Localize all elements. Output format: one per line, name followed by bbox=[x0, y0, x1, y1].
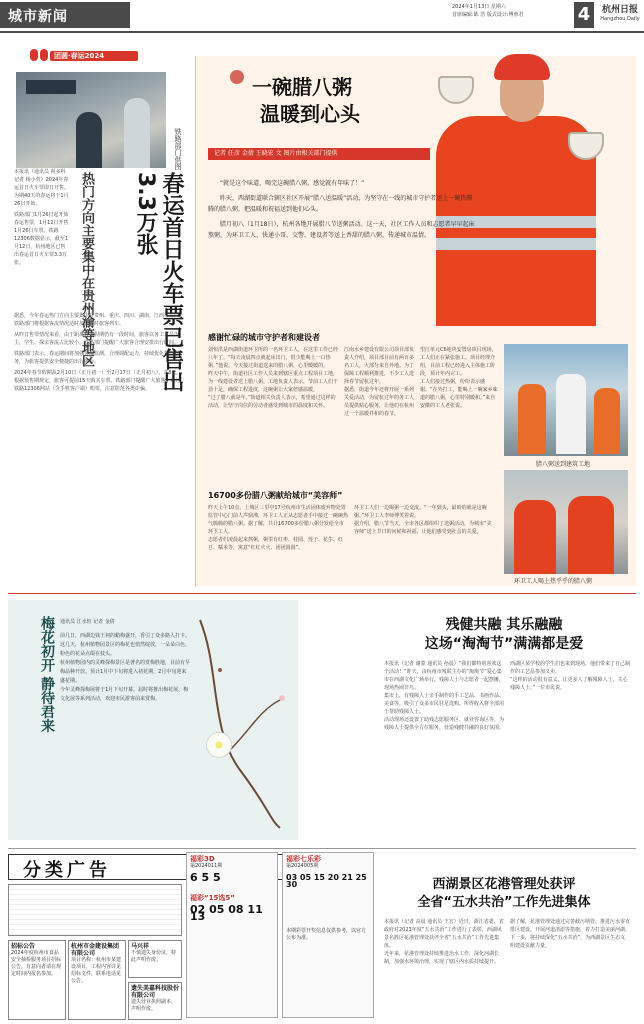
article-paragraph: 本报讯（记者 谢蒙 通讯员 孙晨）“我们都特别喜欢这个活动！”昨天，由杭州市残联主办的“淘淘节”爱心集市在西湖文化广场举行，残障人士与志愿者一起摆摊，现场热闹非凡。 bbox=[384, 661, 504, 691]
article-paragraph: 昨天中午，街道社区工作人员来到辖区重点工程项目工地，为一线建设者送上腊八粥。工地负责人表示，节前工人们干劲十足，确保工程进度，这碗粥让大家倍感温暖。 bbox=[208, 371, 338, 393]
article-paragraph: 前几日，西湖边钱王祠的蜡梅盛开，香引了众多路人打卡。这几天，杭州植物园景区的梅花也悄然绽放，一朵朵白色、粉色的花朵点缀在枝头。 bbox=[60, 633, 190, 657]
sanitation-photo-caption: 环卫工人喝上热乎乎的腊八粥 bbox=[514, 578, 593, 585]
article-paragraph: 杭州植物园内的灵峰探梅景区是著名的赏梅胜地，目前有早梅品种开放。预计1月中下旬将进入初花期，2月中旬迎来盛花期。 bbox=[60, 660, 190, 684]
train-body bbox=[14, 312, 184, 578]
section-divider bbox=[8, 593, 636, 594]
lantern-icon bbox=[30, 49, 38, 61]
lottery-issue: 第2024011期 bbox=[190, 863, 223, 869]
porridge-byline: 记者 任彦 金倩 王晓宏 文 图片由相关部门提供 bbox=[208, 148, 430, 160]
headline-ornament bbox=[230, 70, 244, 84]
plum-blossom-icon bbox=[206, 732, 232, 758]
train-body-top bbox=[14, 168, 70, 308]
distribution-body-col2 bbox=[354, 504, 494, 580]
ad-body: 不慎遗失身份证，特此声明作废。 bbox=[131, 950, 177, 963]
ad-title: 招标公告 bbox=[11, 943, 36, 950]
distribution-body bbox=[208, 504, 348, 580]
plum-branch-illustration bbox=[190, 610, 290, 830]
classified-ads-row bbox=[8, 940, 182, 1020]
article-paragraph: 西湖区某学校的学生们也来到现场，他们带来了自己制作的工艺品参加义卖。 bbox=[510, 661, 630, 675]
masthead bbox=[0, 0, 644, 34]
section-divider bbox=[8, 848, 636, 849]
classified-ads-grid bbox=[8, 884, 182, 936]
plum-body bbox=[60, 632, 190, 832]
site-photo-caption: 腊八粥送到建筑工地 bbox=[536, 461, 591, 468]
article-paragraph: 刘恒洪是西湖街道环卫所的一名环卫工人，在这里工作已经八年了。“每天凌晨四点就起床出门，很少能喝上一口热粥。”他说，今天接过街道送来的腊八粥，心里暖暖的。 bbox=[208, 347, 338, 369]
article-paragraph: “这样的活动很有意义，让更多人了解残障人士，关心残障人士。”一位市民说。 bbox=[510, 677, 628, 691]
train-photo-caption: 铁路部门供图 bbox=[174, 128, 182, 170]
article-paragraph: 环卫工人们一边喝粥一边交流。“一年到头，最盼的就是这碗粥。”环卫工人李师傅笑着说。 bbox=[354, 505, 487, 519]
classified-ads-title: 分类广告 bbox=[23, 860, 111, 881]
culture-headline bbox=[384, 616, 624, 654]
masthead-info bbox=[452, 3, 572, 19]
lottery-title: 福彩七乐彩 bbox=[286, 855, 321, 863]
sanitation-workers-photo bbox=[504, 470, 628, 574]
plum-byline: 通讯员 江水恒 记者 金倩 bbox=[60, 619, 115, 625]
ad-title: 杭州市金建设集团有限公司 bbox=[71, 943, 120, 957]
guardians-body-col3 bbox=[420, 346, 498, 486]
masthead-rule bbox=[0, 31, 644, 33]
ad-box bbox=[8, 940, 66, 1020]
ad-body: 2024年度杭州市食品安全抽检服务项目招标公告，有意向者请在规定时间内报名参加。 bbox=[11, 950, 62, 977]
lottery-numbers: 03 05 15 20 21 25 30 bbox=[286, 873, 367, 889]
culture-headline-line1: 残健共融 其乐融融 bbox=[445, 617, 563, 633]
westlake-body-col2 bbox=[510, 918, 630, 1018]
train-paragraph: 铁路部门1月26日起开始春运售票，1月12日开售1月26日车票。铁路12306数据显示，截至1月12日，杭州地区已售出春运首日火车票3.3万张。 bbox=[14, 212, 69, 266]
porridge-lede bbox=[208, 178, 478, 245]
porridge-bowl bbox=[438, 76, 474, 104]
train-headline: 春运首日火车票已售出3.3万张 bbox=[133, 172, 184, 392]
culture-body bbox=[384, 660, 504, 846]
worker-figure bbox=[594, 388, 620, 454]
train-paragraph: 铁路部门表示，春运期间将加强客流监测，合理调配运力，持续优化售票服务，为旅客提供安全便捷的出行体验。 bbox=[14, 351, 180, 365]
lottery-numbers: 6 5 5 bbox=[190, 871, 221, 884]
article-paragraph: 据悉，街道今年还将开展一系列关爱活动，为留杭过年的务工人员提供贴心服务，让他们在杭州过一个温暖祥和的春节。 bbox=[344, 387, 414, 417]
porridge-headline-line1: 一碗腊八粥 bbox=[252, 75, 352, 99]
lottery-title: 福彩“15选5” bbox=[190, 894, 235, 902]
westlake-headline-line1: 西湖景区花港管理处获评 bbox=[432, 877, 576, 892]
paper-name-en: Hangzhou Daily bbox=[600, 16, 640, 22]
porridge-headline-line2: 温暖到心头 bbox=[260, 102, 360, 126]
westlake-headline bbox=[384, 876, 624, 912]
lede-paragraph: 腊月初八（1月18日），杭州各地开展腊八节送粥活动。这一天，社区工作人员和志愿者早早起床熬粥，为环卫工人、快递小哥、交警、建设者等送上香甜的腊八粥，传递城市温情。 bbox=[208, 221, 475, 239]
article-paragraph: 望江单元C6地块安置房项目现场，工人们正在紧张施工。项目经理介绍，目前工程已经进入主体施工阶段，预计年内完工。 bbox=[420, 347, 497, 377]
article-paragraph: 据介绍，腊八节当天，全市各区都组织了送粥活动，为城市“美容师”送上节日的问候和祝福，让他们感受到社会的关爱。 bbox=[354, 521, 492, 535]
construction-site-photo bbox=[504, 344, 628, 456]
article-paragraph: 本报讯（记者 高晨 通讯员 王宏）近日，浙江省委、省政府对2023年度“五水共治”工作进行了表彰，西湖风景名胜区花港管理处获评全省“五水共治”工作先进集体。 bbox=[384, 919, 504, 949]
lottery-title: 福彩3D bbox=[190, 855, 215, 863]
article-paragraph: 江南水乡建设有限公司项目部负责人介绍，项目部目前有两百多名工人，大部分来自外地。为了保障工程顺利推进，不少工人选择春节留杭过年。 bbox=[344, 347, 414, 385]
worker-figure bbox=[518, 384, 546, 454]
lottery-issue: 第2024005期 bbox=[286, 863, 319, 869]
lottery-results bbox=[186, 852, 376, 1018]
passenger-figure bbox=[124, 98, 150, 168]
guardians-subhead: 感谢忙碌的城市守护者和建设者 bbox=[208, 333, 320, 342]
worker-figure bbox=[556, 374, 586, 454]
spring-festival-banner bbox=[30, 47, 150, 63]
article-paragraph: 昨天上午10点，上城区三里亭17号杭州市生活固体废弃物处置监管中心门前人声鼎沸，环卫工人正从志愿者手中接过一碗碗热气腾腾的腊八粥。据了解，共计16700多份腊八粥分发给全市环卫工人。 bbox=[208, 505, 348, 535]
station-sign bbox=[26, 80, 76, 94]
westlake-body bbox=[384, 918, 504, 1018]
lantern-icon bbox=[40, 49, 48, 61]
train-dateline: 本报讯（通讯员 祝多科 记者 杨小萱）2024年春运首日火车票即日开售。为期40天的春运将于1月26日开始。 bbox=[14, 169, 70, 207]
article-paragraph: 工人们接过热粥，纷纷表示感谢。“在外打工，能喝上一碗家乡味道的腊八粥，心里特别暖和。”来自安徽的工人老张说。 bbox=[420, 379, 498, 409]
culture-headline-line2: 这场“淘淘节”满满都是爱 bbox=[424, 636, 584, 652]
section-title: 城市新闻 bbox=[0, 2, 130, 28]
lottery-numbers: 02 05 08 11 13 bbox=[190, 903, 263, 923]
lottery-card bbox=[186, 852, 278, 1018]
banner-label: 团圆·春运2024 bbox=[54, 52, 105, 60]
ad-body: 遗失营业执照副本，声明作废。 bbox=[131, 999, 177, 1012]
worker-figure bbox=[514, 500, 556, 574]
article-paragraph: 集市上，有残障人士亲手制作的手工艺品、书画作品、美食等，吸引了众多市民驻足选购。所得收入将全部用于帮助残障人士。 bbox=[384, 693, 504, 715]
lottery-card bbox=[282, 852, 374, 1018]
train-station-photo bbox=[16, 72, 166, 168]
passenger-figure bbox=[76, 112, 102, 168]
train-paragraph: 2024年春节假期从2月10日（正月初一）至2月17日（正月初八），共8天。根据预售期规定，旅客可提前15天购买车票。铁路部门提醒广大旅客，通过铁路12306网站（含手机客户端）购票，注意防范各类诈骗。 bbox=[14, 370, 182, 392]
article-paragraph: “过了腊八就是年。”街道相关负责人表示，希望通过这样的活动，让坚守岗位的劳动者感受到城市的温度和关怀。 bbox=[208, 395, 336, 409]
article-paragraph: 下一步，将持续深化“五水共治”，为西湖景区生态文明建设贡献力量。 bbox=[510, 935, 626, 949]
page-editors: 首席编辑:陈 浩 版式设计:傅蓉君 bbox=[452, 12, 524, 18]
issue-date: 2024年1月13日 星期六 bbox=[452, 4, 506, 10]
lede-paragraph: 昨天，西湖街道联合辖区社区开展“腊八送温暖”活动，为坚守在一线的城市守护者送上一碗热腾腾的腊八粥，把温暖和祝福送到他们心头。 bbox=[208, 195, 473, 213]
plum-headline: 梅花初开 静待君来 bbox=[39, 616, 55, 733]
westlake-headline-line2: 全省“五水共治”工作先进集体 bbox=[417, 895, 591, 910]
guardians-body-col2 bbox=[344, 346, 414, 486]
article-paragraph: 据了解，花港管理处通过完善截污纳管、推进污水零直排区建设、开展河道清淤等措施，着力打造美丽河湖。 bbox=[510, 919, 630, 933]
train-subheadline: 热门方向主要集中在贵州渝等地区 bbox=[79, 172, 94, 367]
lottery-footer: 本期彩票开奖信息仅供参考，以官方公布为准。 bbox=[286, 928, 367, 941]
train-paragraph: 据悉，今年春运热门方向主要集中在贵州、重庆、四川、湖南、江西等方向，铁路部门将根据客流情况适时加开临时旅客列车。 bbox=[14, 313, 184, 327]
ad-box bbox=[128, 982, 182, 1020]
ad-title: 遗失美嘉科技股份有限公司 bbox=[131, 985, 180, 999]
article-paragraph: 今年灵峰探梅展将于1月下旬开幕，届时将推出梅花展、梅文化展等系列活动，欢迎市民游客前来赏梅。 bbox=[60, 687, 189, 702]
ad-body: 项目名称：杭州市某建设项目，工程内容详见招标文件，联系电话见公告。 bbox=[71, 957, 122, 984]
article-paragraph: 活动现场还设置了助残志愿服务区、就业咨询区等，为残障人士提供全方位服务，营造残健共融的良好氛围。 bbox=[384, 717, 504, 731]
ad-box bbox=[68, 940, 126, 1020]
ad-box bbox=[128, 940, 182, 978]
article-paragraph: 志愿者们凌晨起来熬粥，粥里有红枣、桂圆、莲子、花生、红豆、糯米等，寓意“红红火火、团团圆圆”。 bbox=[208, 537, 344, 551]
guardians-body bbox=[208, 346, 338, 486]
ad-title: 马兴祥 bbox=[131, 943, 150, 950]
article-paragraph: 近年来，花港管理处持续推进治水工作，深化河湖长制，加强水环境治理，实现了辖区内水质持续提升。 bbox=[384, 951, 500, 965]
porridge-headline bbox=[252, 74, 422, 128]
train-paragraph: 从昨日售票情况来看，由于距离春节假期仍有一段时间，旅客以务工人员为主，学生、探亲客流占比较小。铁路部门提醒广大旅客合理安排出行时间。 bbox=[14, 332, 180, 346]
worker-hat bbox=[494, 54, 550, 80]
worker-figure bbox=[568, 496, 614, 574]
page-number: 4 bbox=[574, 2, 594, 28]
paper-name: 杭州日报 bbox=[601, 5, 638, 15]
porridge-distribution-subhead: 16700多份腊八粥献给城市“美容师” bbox=[208, 491, 343, 500]
culture-body-col2 bbox=[510, 660, 630, 846]
paper-logo bbox=[598, 4, 642, 23]
lede-paragraph: “就是这个味道，喝完这碗腊八粥，感觉就有年味了！” bbox=[220, 180, 365, 187]
